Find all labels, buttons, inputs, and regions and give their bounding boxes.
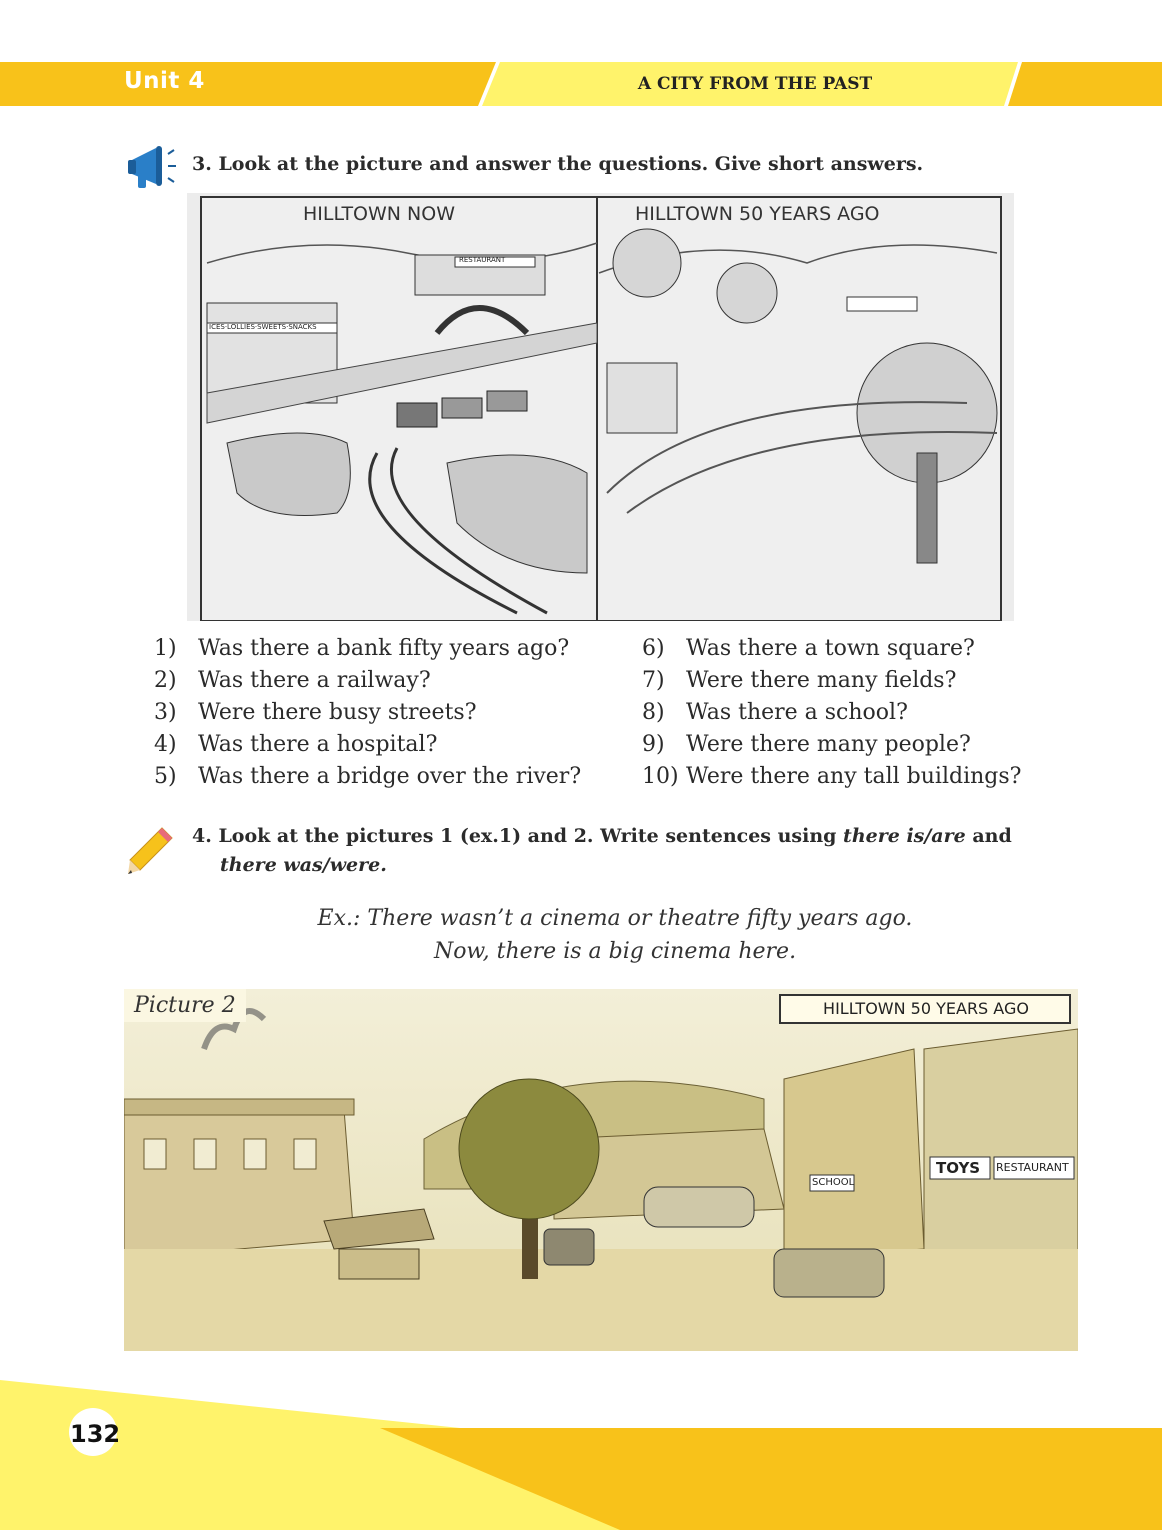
question-3: 3) Were there busy streets?	[154, 700, 477, 725]
unit-title: A CITY FROM THE PAST	[637, 74, 873, 94]
question-1: 1) Was there a bank fifty years ago?	[154, 636, 570, 661]
questions-left-column	[154, 633, 581, 793]
picture-2-illustration	[124, 989, 1078, 1351]
exercise-4-heading: 4. Look at the pictures 1 (ex.1) and 2. Write sentences using there is/are and there was/were.	[192, 825, 1012, 876]
school-sign: SCHOOL	[812, 1177, 855, 1188]
hilltown-past-illustration	[124, 989, 1078, 1351]
hilltown-illustration	[187, 193, 1014, 621]
question-4: 4) Was there a hospital?	[154, 732, 438, 757]
question-8: 8) Was there a school?	[642, 700, 908, 725]
question-10: 10) Were there any tall buildings?	[642, 764, 1022, 789]
toys-shop-sign: TOYS	[936, 1159, 981, 1177]
footer-band	[0, 1380, 1162, 1530]
example-line-2: Now, there is a big cinema here.	[433, 939, 797, 964]
questions-right-column	[642, 633, 1021, 793]
question-5: 5) Was there a bridge over the river?	[154, 764, 582, 789]
hilltown-comparison-picture	[187, 193, 1014, 621]
shop-sign: ICES·LOLLIES·SWEETS·SNACKS	[209, 323, 317, 331]
question-7: 7) Were there many fields?	[642, 668, 957, 693]
picture-label-past: HILLTOWN 50 YEARS AGO	[635, 203, 880, 225]
page-number: 132	[70, 1420, 121, 1448]
picture-2-sign: HILLTOWN 50 YEARS AGO	[823, 999, 1029, 1018]
question-2: 2) Was there a railway?	[154, 668, 431, 693]
question-9: 9) Were there many people?	[642, 732, 971, 757]
example-sentences	[180, 902, 1050, 968]
unit-label: Unit 4	[124, 68, 205, 94]
restaurant-sign: RESTAURANT	[459, 256, 506, 264]
question-6: 6) Was there a town square?	[642, 636, 975, 661]
restaurant-sign: RESTAURANT	[996, 1161, 1069, 1174]
picture-2-label: Picture 2	[124, 989, 246, 1022]
example-line-1: Ex.: There wasn’t a cinema or theatre fifty years ago.	[317, 906, 913, 931]
megaphone-icon	[126, 144, 178, 192]
picture-label-now: HILLTOWN NOW	[303, 203, 455, 225]
pencil-icon	[126, 826, 174, 878]
exercise-3-heading: 3. Look at the picture and answer the questions. Give short answers.	[192, 153, 924, 175]
